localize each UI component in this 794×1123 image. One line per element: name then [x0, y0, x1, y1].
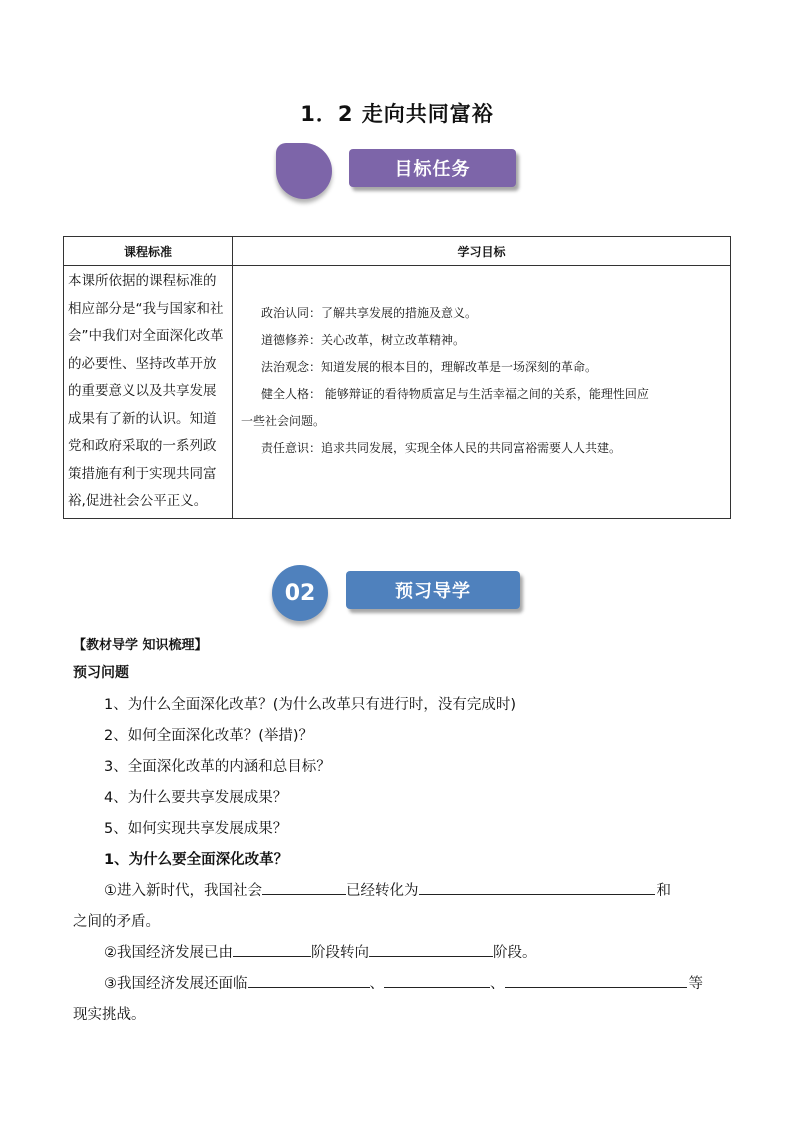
blank[interactable] [369, 942, 493, 957]
banner-number: 02 [272, 565, 328, 621]
course-standard-text: 本课所依据的课程标准的相应部分是“我与国家和社会”中我们对全面深化改革的必要性、坚持改革开放的重要意义以及共享发展成果有了新的认识。知道党和政府采取的一系列政策措施有利于实现共同富裕,促进社会公平正义。 [64, 266, 233, 519]
objective-item: 道德修养：关心改革，树立改革精神。 [261, 333, 466, 347]
section-heading: 【教材导学 知识梳理】 [73, 638, 208, 653]
objective-item: 一些社会问题。 [241, 414, 326, 428]
fill-line-2: ②我国经济发展已由 阶段转向 阶段。 [104, 941, 537, 962]
blank[interactable] [262, 880, 346, 895]
objective-item: 责任意识：追求共同发展，实现全体人民的共同富裕需要人人共建。 [261, 441, 622, 455]
objectives-cell [233, 266, 731, 519]
question-item: 1、为什么全面深化改革？(为什么改革只有进行时，没有完成时) [104, 697, 517, 713]
objective-item: 法治观念：知道发展的根本目的，理解改革是一场深刻的革命。 [261, 360, 598, 374]
preview-heading: 预习问题 [73, 665, 129, 681]
fill-line-1-cont: 之间的矛盾。 [73, 914, 160, 930]
objective-item: 政治认同：了解共享发展的措施及意义。 [261, 306, 478, 320]
question-item: 4、为什么要共享发展成果？ [104, 790, 288, 806]
header-objectives: 学习目标 [233, 237, 731, 266]
goals-banner [276, 143, 521, 197]
question-item: 2、如何全面深化改革？(举措)？ [104, 728, 314, 744]
goals-table [63, 236, 731, 519]
banner-label: 目标任务 [349, 149, 516, 187]
blank[interactable] [233, 942, 311, 957]
sub-heading: 1、为什么要全面深化改革？ [104, 852, 289, 868]
blank[interactable] [384, 973, 490, 988]
blank[interactable] [419, 880, 655, 895]
blank[interactable] [248, 973, 370, 988]
header-standard: 课程标准 [64, 237, 233, 266]
banner-label: 预习导学 [346, 571, 520, 609]
objective-item: 健全人格： 能够辩证的看待物质富足与生活幸福之间的关系，能理性回应 [261, 387, 649, 401]
banner-circle [276, 143, 332, 199]
blank[interactable] [505, 973, 687, 988]
fill-line-1: ①进入新时代，我国社会 已经转化为 和 [104, 879, 724, 900]
fill-line-3-cont: 现实挑战。 [73, 1007, 146, 1023]
question-item: 3、全面深化改革的内涵和总目标？ [104, 759, 331, 775]
fill-line-3: ③我国经济发展还面临 、 、 等 [104, 972, 724, 993]
document-title: 1．2 走向共同富裕 [300, 102, 494, 126]
preview-banner [272, 565, 522, 619]
question-item: 5、如何实现共享发展成果？ [104, 821, 288, 837]
